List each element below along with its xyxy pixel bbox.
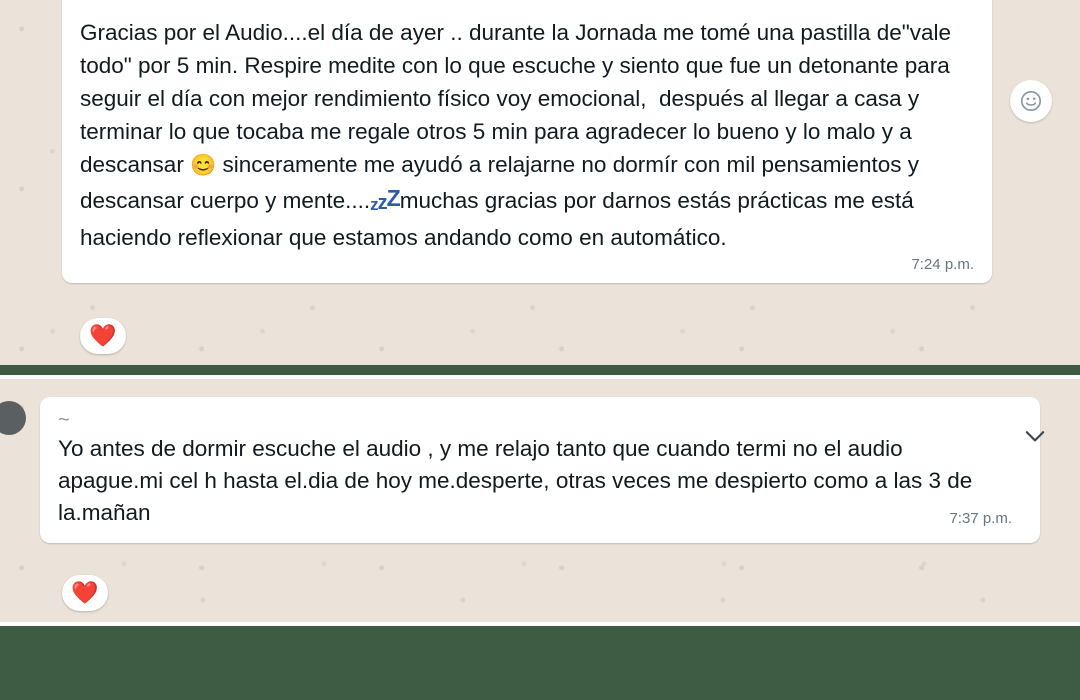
heart-icon: ❤️ [71, 580, 99, 605]
message-timestamp: 7:24 p.m. [911, 256, 974, 273]
message-body-2: Yo antes de dormir escuche el audio , y me relajo tanto que cuando termi no el audio apague.mi cel h hasta el.dia de hoy me.desperte, otras veces me despierto como a las 3 de la.mañan [58, 436, 979, 525]
message-text-2 [58, 433, 1022, 529]
smiley-icon[interactable] [1010, 80, 1052, 122]
message-bubble-incoming-2[interactable] [40, 397, 1040, 543]
smiley-glyph [1019, 89, 1043, 113]
smiling-face-emoji: 😊 [190, 154, 217, 177]
message-text [80, 16, 974, 254]
heart-icon: ❤️ [89, 323, 117, 348]
message-reaction-heart[interactable] [80, 318, 126, 354]
message-text-part-2: sinceramente me ayudó a relajarne no dormír con mil pensamientos y descansar cuerpo y mente.... [80, 152, 926, 213]
message-text-part-1: Gracias por el Audio....el día de ayer .. durante la Jornada me tomé una pastilla de"vale todo" por 5 min. Respire medite con lo que escuche y siento que fue un detonante para seguir el día con mejor rendimiento físico voy emocional, después al llegar a casa y terminar lo que tocaba me regale otros 5 min para agradecer lo bueno y lo malo y a descansar [80, 20, 958, 177]
chevron-down-icon[interactable] [1018, 419, 1052, 453]
sleep-zzz-emoji: zzZ [370, 185, 400, 214]
message-bubble-incoming[interactable] [62, 0, 992, 283]
message-text-part-3: muchas gracias por darnos estás prácticas me está haciendo reflexionar que estamos andando como en automático. [80, 188, 920, 250]
message-timestamp-2: 7:37 p.m. [949, 510, 1012, 527]
push-name: ~ [58, 409, 70, 431]
message-reaction-heart-2[interactable] [62, 575, 108, 611]
chevron-down-glyph [1020, 421, 1050, 451]
chat-screenshot-bottom [0, 375, 1080, 626]
